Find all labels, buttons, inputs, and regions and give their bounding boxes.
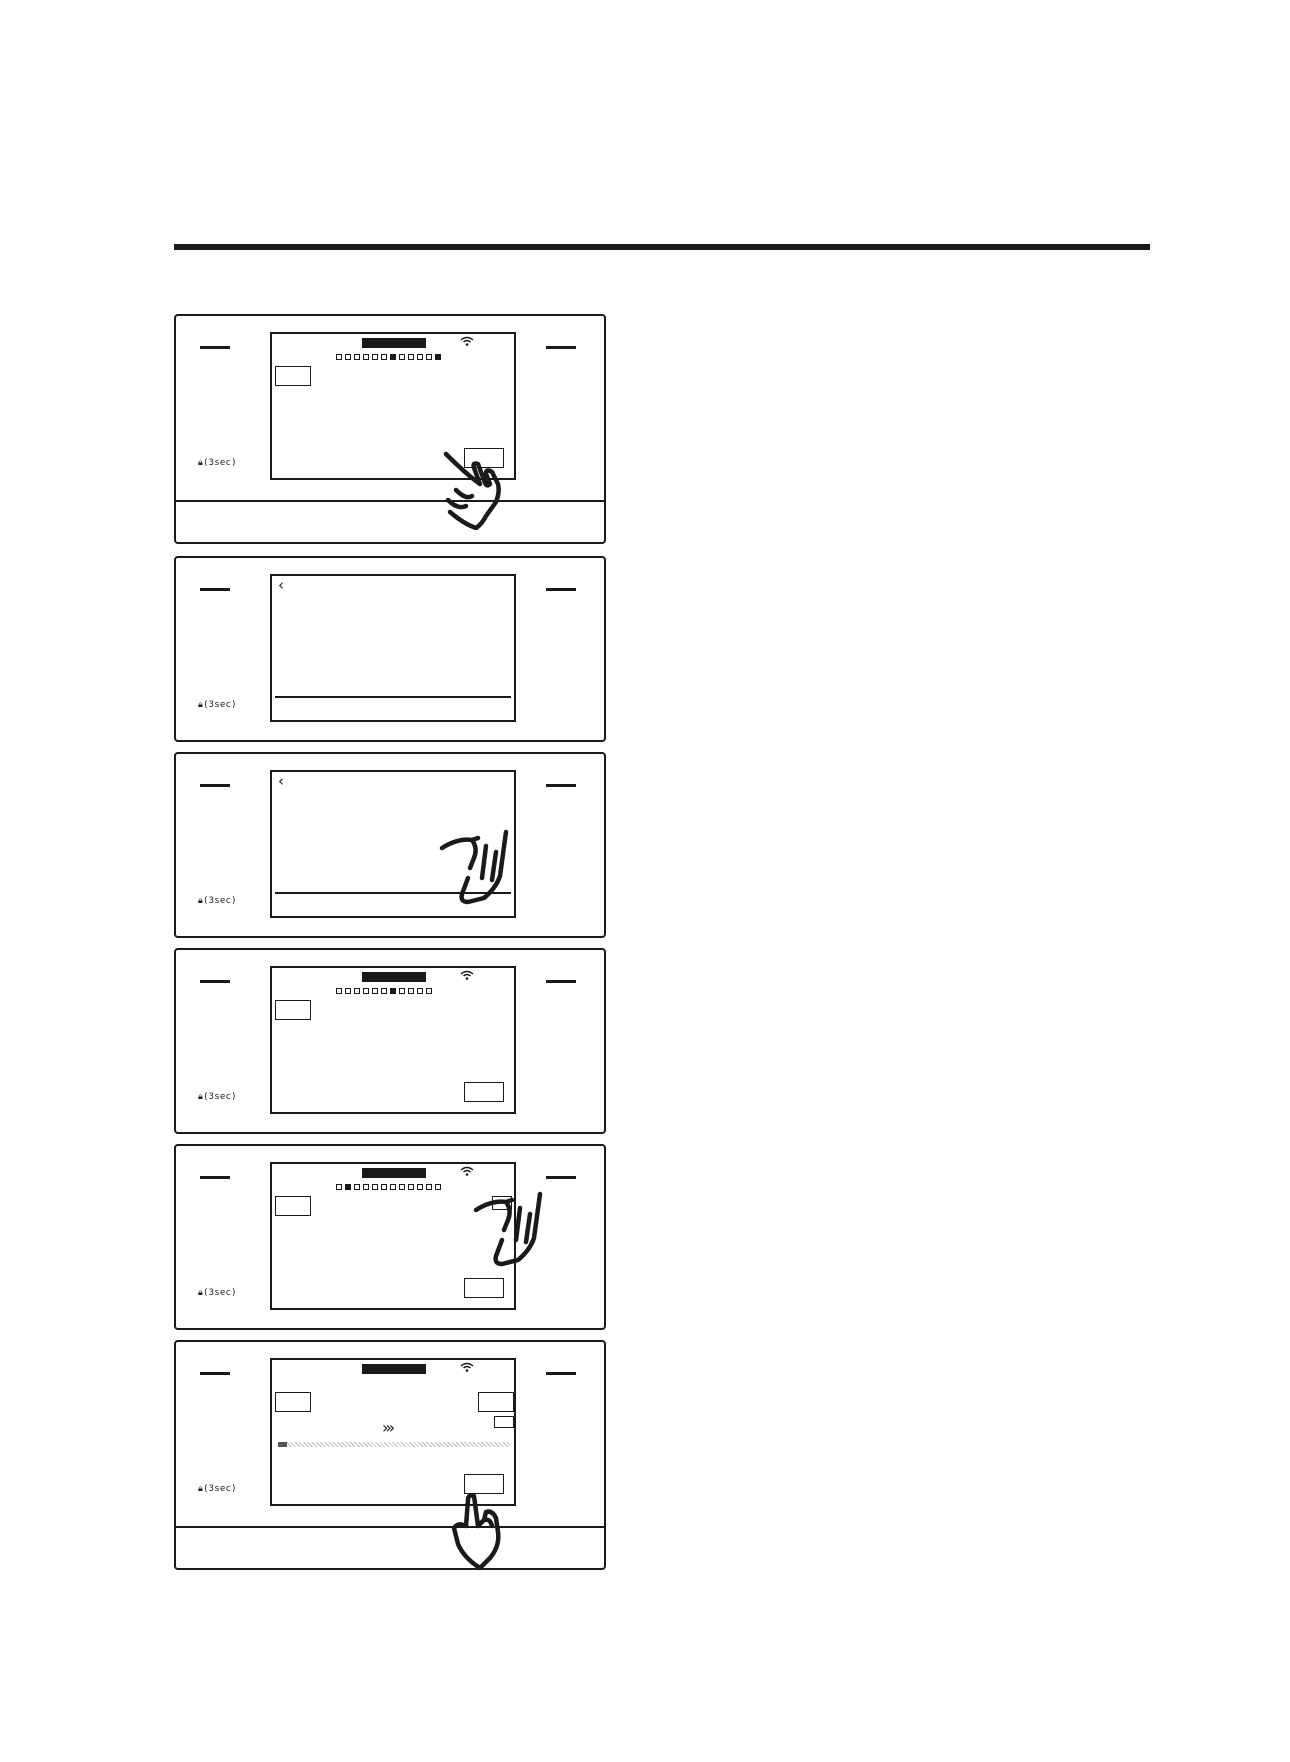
left-indicator [200, 784, 230, 787]
screen-divider [275, 892, 511, 894]
page-dot[interactable] [381, 1184, 387, 1190]
page-dot[interactable] [408, 988, 414, 994]
lock-label: 🔒︎(3sec) [198, 896, 237, 906]
forward-chevrons-icon: ››› [382, 1418, 393, 1437]
lock-icon: 🔒︎ [198, 1484, 203, 1494]
lock-label: 🔒︎(3sec) [198, 458, 237, 468]
page-dot-active[interactable] [390, 988, 396, 994]
page-dot[interactable] [381, 988, 387, 994]
page-dot[interactable] [381, 354, 387, 360]
lock-icon: 🔒︎ [198, 458, 203, 468]
page-dots [336, 1184, 441, 1190]
lock-label: 🔒︎(3sec) [198, 700, 237, 710]
control-panel-step-6 [174, 1340, 606, 1570]
right-indicator [546, 346, 576, 349]
page-dot[interactable] [336, 354, 342, 360]
wifi-icon [460, 335, 474, 347]
control-panel-step-1 [174, 314, 606, 544]
page-dot-active[interactable] [435, 354, 441, 360]
status-bar [362, 338, 426, 348]
left-indicator [200, 588, 230, 591]
start-button[interactable] [464, 1474, 504, 1494]
page-dot-active[interactable] [345, 1184, 351, 1190]
lock-icon: 🔒︎ [198, 1092, 203, 1102]
page-dot[interactable] [390, 1184, 396, 1190]
lock-label: 🔒︎(3sec) [198, 1288, 237, 1298]
back-arrow-icon[interactable]: ‹ [278, 576, 284, 594]
mode-button[interactable] [275, 1392, 311, 1412]
left-indicator [200, 1176, 230, 1179]
page-dot[interactable] [417, 988, 423, 994]
page-dot[interactable] [354, 1184, 360, 1190]
page-dot[interactable] [417, 354, 423, 360]
page-dots [336, 354, 441, 360]
mode-button[interactable] [275, 1000, 311, 1020]
page-dot[interactable] [408, 1184, 414, 1190]
page-dot[interactable] [426, 354, 432, 360]
small-option-button[interactable] [494, 1416, 514, 1428]
page-dots [336, 988, 432, 994]
control-panel-step-5 [174, 1144, 606, 1330]
page-dot[interactable] [417, 1184, 423, 1190]
start-button[interactable] [464, 1082, 504, 1102]
right-indicator [546, 1372, 576, 1375]
control-panel-step-2 [174, 556, 606, 742]
page-dot[interactable] [426, 1184, 432, 1190]
page-dot[interactable] [399, 1184, 405, 1190]
display-screen [270, 332, 516, 480]
panel-divider [176, 500, 604, 502]
display-screen [270, 966, 516, 1114]
back-arrow-icon[interactable]: ‹ [278, 772, 284, 790]
option-button[interactable] [492, 1196, 512, 1210]
page-dot[interactable] [426, 988, 432, 994]
right-indicator [546, 980, 576, 983]
left-indicator [200, 346, 230, 349]
page-dot[interactable] [363, 988, 369, 994]
option-button[interactable] [478, 1392, 514, 1412]
page-dot[interactable] [363, 1184, 369, 1190]
wifi-icon [460, 1165, 474, 1177]
page-dot[interactable] [372, 1184, 378, 1190]
right-indicator [546, 1176, 576, 1179]
right-indicator [546, 784, 576, 787]
page-dot[interactable] [345, 354, 351, 360]
display-screen [270, 1358, 516, 1506]
progress-bar [278, 1442, 510, 1447]
page-dot[interactable] [399, 354, 405, 360]
page-dot-active[interactable] [390, 354, 396, 360]
page-dot[interactable] [372, 988, 378, 994]
progress-fill [278, 1442, 287, 1447]
page-dot[interactable] [435, 1184, 441, 1190]
page-dot[interactable] [354, 988, 360, 994]
display-screen [270, 1162, 516, 1310]
lock-label: 🔒︎(3sec) [198, 1484, 237, 1494]
page-dot[interactable] [408, 354, 414, 360]
page-dot[interactable] [336, 988, 342, 994]
section-title-rule [174, 244, 1150, 250]
lock-label: 🔒︎(3sec) [198, 1092, 237, 1102]
status-bar [362, 972, 426, 982]
right-indicator [546, 588, 576, 591]
control-panel-step-4 [174, 948, 606, 1134]
page-dot[interactable] [372, 354, 378, 360]
mode-button[interactable] [275, 366, 311, 386]
start-button[interactable] [464, 1278, 504, 1298]
status-bar [362, 1168, 426, 1178]
page-dot[interactable] [399, 988, 405, 994]
wifi-icon [460, 1361, 474, 1373]
lock-icon: 🔒︎ [198, 896, 203, 906]
left-indicator [200, 1372, 230, 1375]
lock-icon: 🔒︎ [198, 1288, 203, 1298]
lock-icon: 🔒︎ [198, 700, 203, 710]
start-button[interactable] [464, 448, 504, 468]
status-bar [362, 1364, 426, 1374]
page-dot[interactable] [363, 354, 369, 360]
page-dot[interactable] [345, 988, 351, 994]
page-dot[interactable] [336, 1184, 342, 1190]
display-screen [270, 574, 516, 722]
page-dot[interactable] [354, 354, 360, 360]
panel-divider [176, 1526, 604, 1528]
wifi-icon [460, 969, 474, 981]
mode-button[interactable] [275, 1196, 311, 1216]
display-screen [270, 770, 516, 918]
screen-divider [275, 696, 511, 698]
control-panel-step-3 [174, 752, 606, 938]
left-indicator [200, 980, 230, 983]
